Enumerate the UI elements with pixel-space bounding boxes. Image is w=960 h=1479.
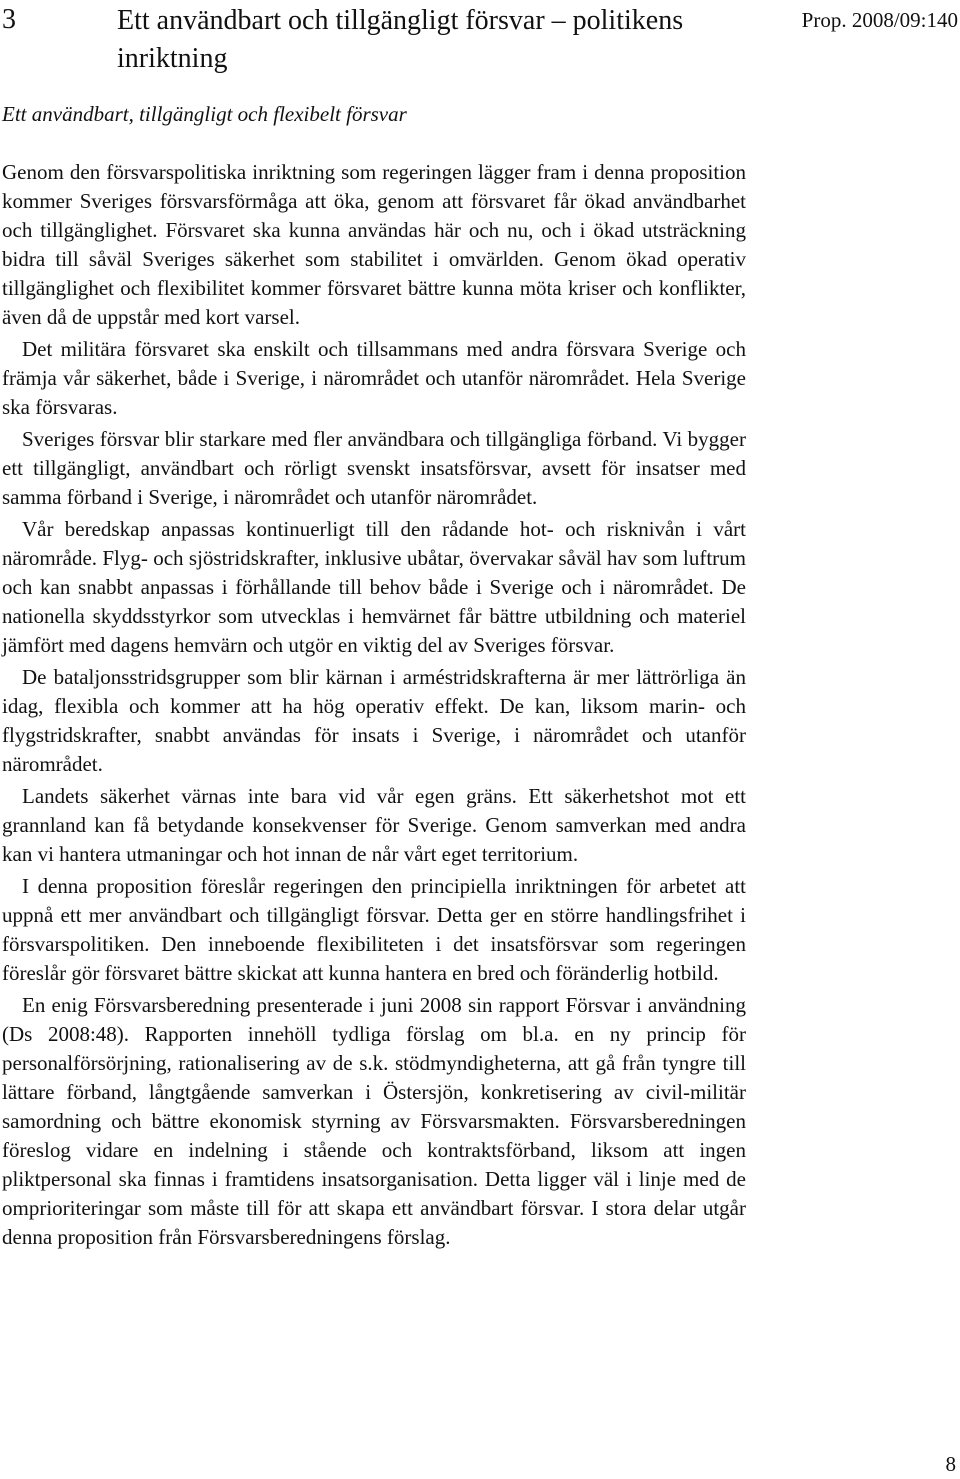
paragraph: Det militära försvaret ska enskilt och tillsammans med andra försvara Sverige och främja vår säkerhet, både i Sverige, i närområdet och utanför närområdet. Hela Sverige ska försvaras. (2, 337, 746, 419)
paragraph: Landets säkerhet värnas inte bara vid vår egen gräns. Ett säkerhetshot mot ett grannland kan få betydande konsekvenser för Sverige. Genom samverkan med andra kan vi hantera utmaningar och hot innan de når vårt eget territorium. (2, 784, 746, 866)
paragraph: Vår beredskap anpassas kontinuerligt till den rådande hot- och risknivån i vårt närområde. Flyg- och sjöstridskrafter, inklusive ubåtar, övervakar såväl hav som luftrum och kan snabbt anpassas i förhållande till behov både i Sverige och i närområdet. De nationella skyddsstyrkor som utvecklas i hemvärnet får bättre utbildning och materiel jämfört med dagens hemvärn och utgör en viktig del av Sveriges försvar. (2, 517, 746, 657)
paragraph: Sveriges försvar blir starkare med fler användbara och tillgängliga förband. Vi bygger ett tillgängligt, användbart och rörligt svenskt insatsförsvar, avsett för insatser med samma förband i Sverige, i närområdet och utanför närområdet. (2, 427, 746, 509)
body-text (2, 158, 746, 1255)
paragraph: I denna proposition föreslår regeringen den principiella inriktningen för arbetet att uppnå ett mer användbart och tillgängligt försvar. Detta ger en större handlingsfrihet i försvarspolitiken. Den inneboende flexibiliteten i det insatsförsvar som regeringen föreslår gör försvaret bättre skickat att kunna hantera en bred och föränderlig hotbild. (2, 874, 746, 985)
page-number: 8 (945, 1452, 956, 1476)
chapter-title: Ett användbart och tillgängligt försvar – politikens inriktning (117, 5, 684, 74)
proposition-reference: Prop. 2008/09:140 (801, 8, 958, 32)
section-subtitle: Ett användbart, tillgängligt och flexibelt försvar (2, 102, 407, 126)
paragraph: De bataljonsstridsgrupper som blir kärnan i arméstridskrafterna är mer lättrörliga än idag, flexibla och kommer att ha hög operativ effekt. De kan, liksom marin- och flygstridskrafter, snabbt användas för insats i Sverige, i närområdet och utanför närområdet. (2, 665, 746, 776)
paragraph: En enig Försvarsberedning presenterade i juni 2008 sin rapport Försvar i användning (Ds 2008:48). Rapporten innehöll tydliga förslag om bl.a. en ny princip för personalförsörjning, rationalisering av de s.k. stödmyndigheterna, att gå från tyngre till lättare förband, långtgående samverkan i Östersjön, konkretisering av civil-militär samordning och bättre ekonomisk styrning av Försvarsmakten. Försvarsberedningen föreslog vidare en indelning i stående och kontraktsförband, liksom att ingen pliktpersonal ska finnas i framtidens insatsorganisation. Detta ligger väl i linje med de omprioriteringar som måste till för att skapa ett användbart försvar. I stora delar utgår denna proposition från Försvarsberedningens förslag. (2, 993, 746, 1249)
paragraph: Genom den försvarspolitiska inriktning som regeringen lägger fram i denna proposition kommer Sveriges försvarsförmåga att öka, genom att försvaret får ökad användbarhet och tillgänglighet. Försvaret ska kunna användas här och nu, och i ökad utsträckning bidra till såväl Sveriges säkerhet som stabilitet i omvärlden. Genom ökad operativ tillgänglighet och flexibilitet kommer försvaret bättre kunna möta kriser och konflikter, även då de uppstår med kort varsel. (2, 160, 746, 329)
chapter-number: 3 (2, 4, 16, 35)
